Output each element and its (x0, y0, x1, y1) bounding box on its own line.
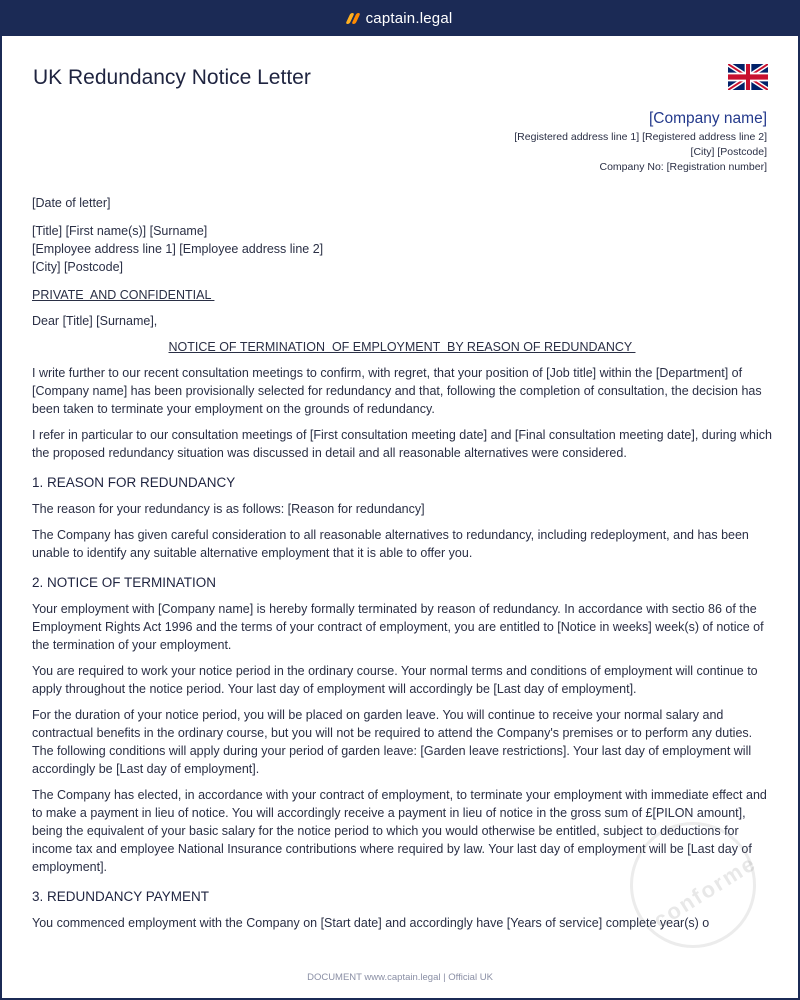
section-paragraph: You commenced employment with the Company on [Start date] and accordingly have [Years of service] complete year(s) o (32, 916, 710, 930)
recipient-address: [Employee address line 1] [Employee address line 2] (32, 242, 324, 256)
section-heading: 1. REASON FOR REDUNDANCY (32, 475, 236, 490)
intro-paragraph: I write further to our recent consultation meetings to confirm, with regret, that your position of [Job title] within the [Department] of [Company name] has been provisionally selected for redundancy and that, following the completion of consultation, the decision has been taken to terminate your employment on the grounds of redundancy. (32, 366, 762, 416)
letter-body (32, 194, 772, 932)
section-paragraph: The reason for your redundancy is as follows: [Reason for redundancy] (32, 502, 425, 516)
company-block (514, 110, 767, 173)
letter-subject: NOTICE OF TERMINATION OF EMPLOYMENT BY REASON OF REDUNDANCY (168, 340, 636, 354)
top-bar (0, 0, 800, 36)
section-heading: 3. REDUNDANCY PAYMENT (32, 889, 210, 904)
document-footer: DOCUMENT www.captain.legal | Official UK (307, 972, 493, 983)
letter-date: [Date of letter] (32, 196, 111, 210)
uk-flag-icon (728, 64, 768, 90)
company-address: [Registered address line 1] [Registered address line 2] (514, 131, 767, 143)
intro-paragraph: I refer in particular to our consultation meetings of [First consultation meeting date] and [Final consultation meeting date], during which the proposed redundancy situation was discussed in detail and all reasonable alternatives were considered. (32, 428, 772, 460)
section-paragraph: For the duration of your notice period, you will be placed on garden leave. You will continue to receive your normal salary and contractual benefits in the ordinary course, but you will not be required to attend the Company's premises or to perform any duties. The following conditions will apply during your period of garden leave: [Garden leave restrictions]. Your last day of employment will accordingly be [Last day of employment]. (32, 708, 753, 776)
section-paragraph: You are required to work your notice period in the ordinary course. Your normal terms and conditions of employment will continue to apply throughout the notice period. Your last day of employment will accordingly be [Last day of employment]. (32, 664, 758, 696)
company-name: [Company name] (648, 110, 767, 127)
section-paragraph: The Company has given careful consideration to all reasonable alternatives to redundancy, including redeployment, and has been unable to identify any suitable alternative employment that it is able to offer you. (32, 528, 749, 560)
section-paragraph: The Company has elected, in accordance with your contract of employment, to terminate your employment with immediate effect and to make a payment in lieu of notice. You will accordingly receive a payment in lieu of notice in the gross sum of £[PILON amount], being the equivalent of your basic salary for the notice period to which you would otherwise be entitled, subject to deductions for income tax and employee National Insurance contributions where required by law. Your last day of employment will be [Last day of employment]. (32, 788, 767, 874)
stamp-text: conforme (648, 850, 761, 933)
section-heading: 2. NOTICE OF TERMINATION (32, 575, 217, 590)
company-city: [City] [Postcode] (690, 146, 767, 158)
captain-legal-logo-icon (348, 13, 358, 24)
recipient-name: [Title] [First name(s)] [Surname] (32, 224, 208, 238)
document-page (2, 36, 798, 998)
recipient-city: [City] [Postcode] (32, 260, 124, 274)
conforme-stamp (630, 822, 761, 948)
brand-name: captain.legal (365, 9, 453, 27)
brand[interactable] (348, 10, 453, 27)
company-registration: Company No: [Registration number] (599, 161, 767, 173)
section-paragraph: Your employment with [Company name] is hereby formally terminated by reason of redundancy. In accordance with sectio 86 of the Employment Rights Act 1996 and the terms of your contract of employment, you are entitled to [Notice in weeks] week(s) of notice of the termination of your employment. (32, 602, 764, 652)
private-confidential: PRIVATE AND CONFIDENTIAL (32, 288, 215, 302)
salutation: Dear [Title] [Surname], (32, 314, 158, 328)
page-title: UK Redundancy Notice Letter (33, 66, 311, 89)
